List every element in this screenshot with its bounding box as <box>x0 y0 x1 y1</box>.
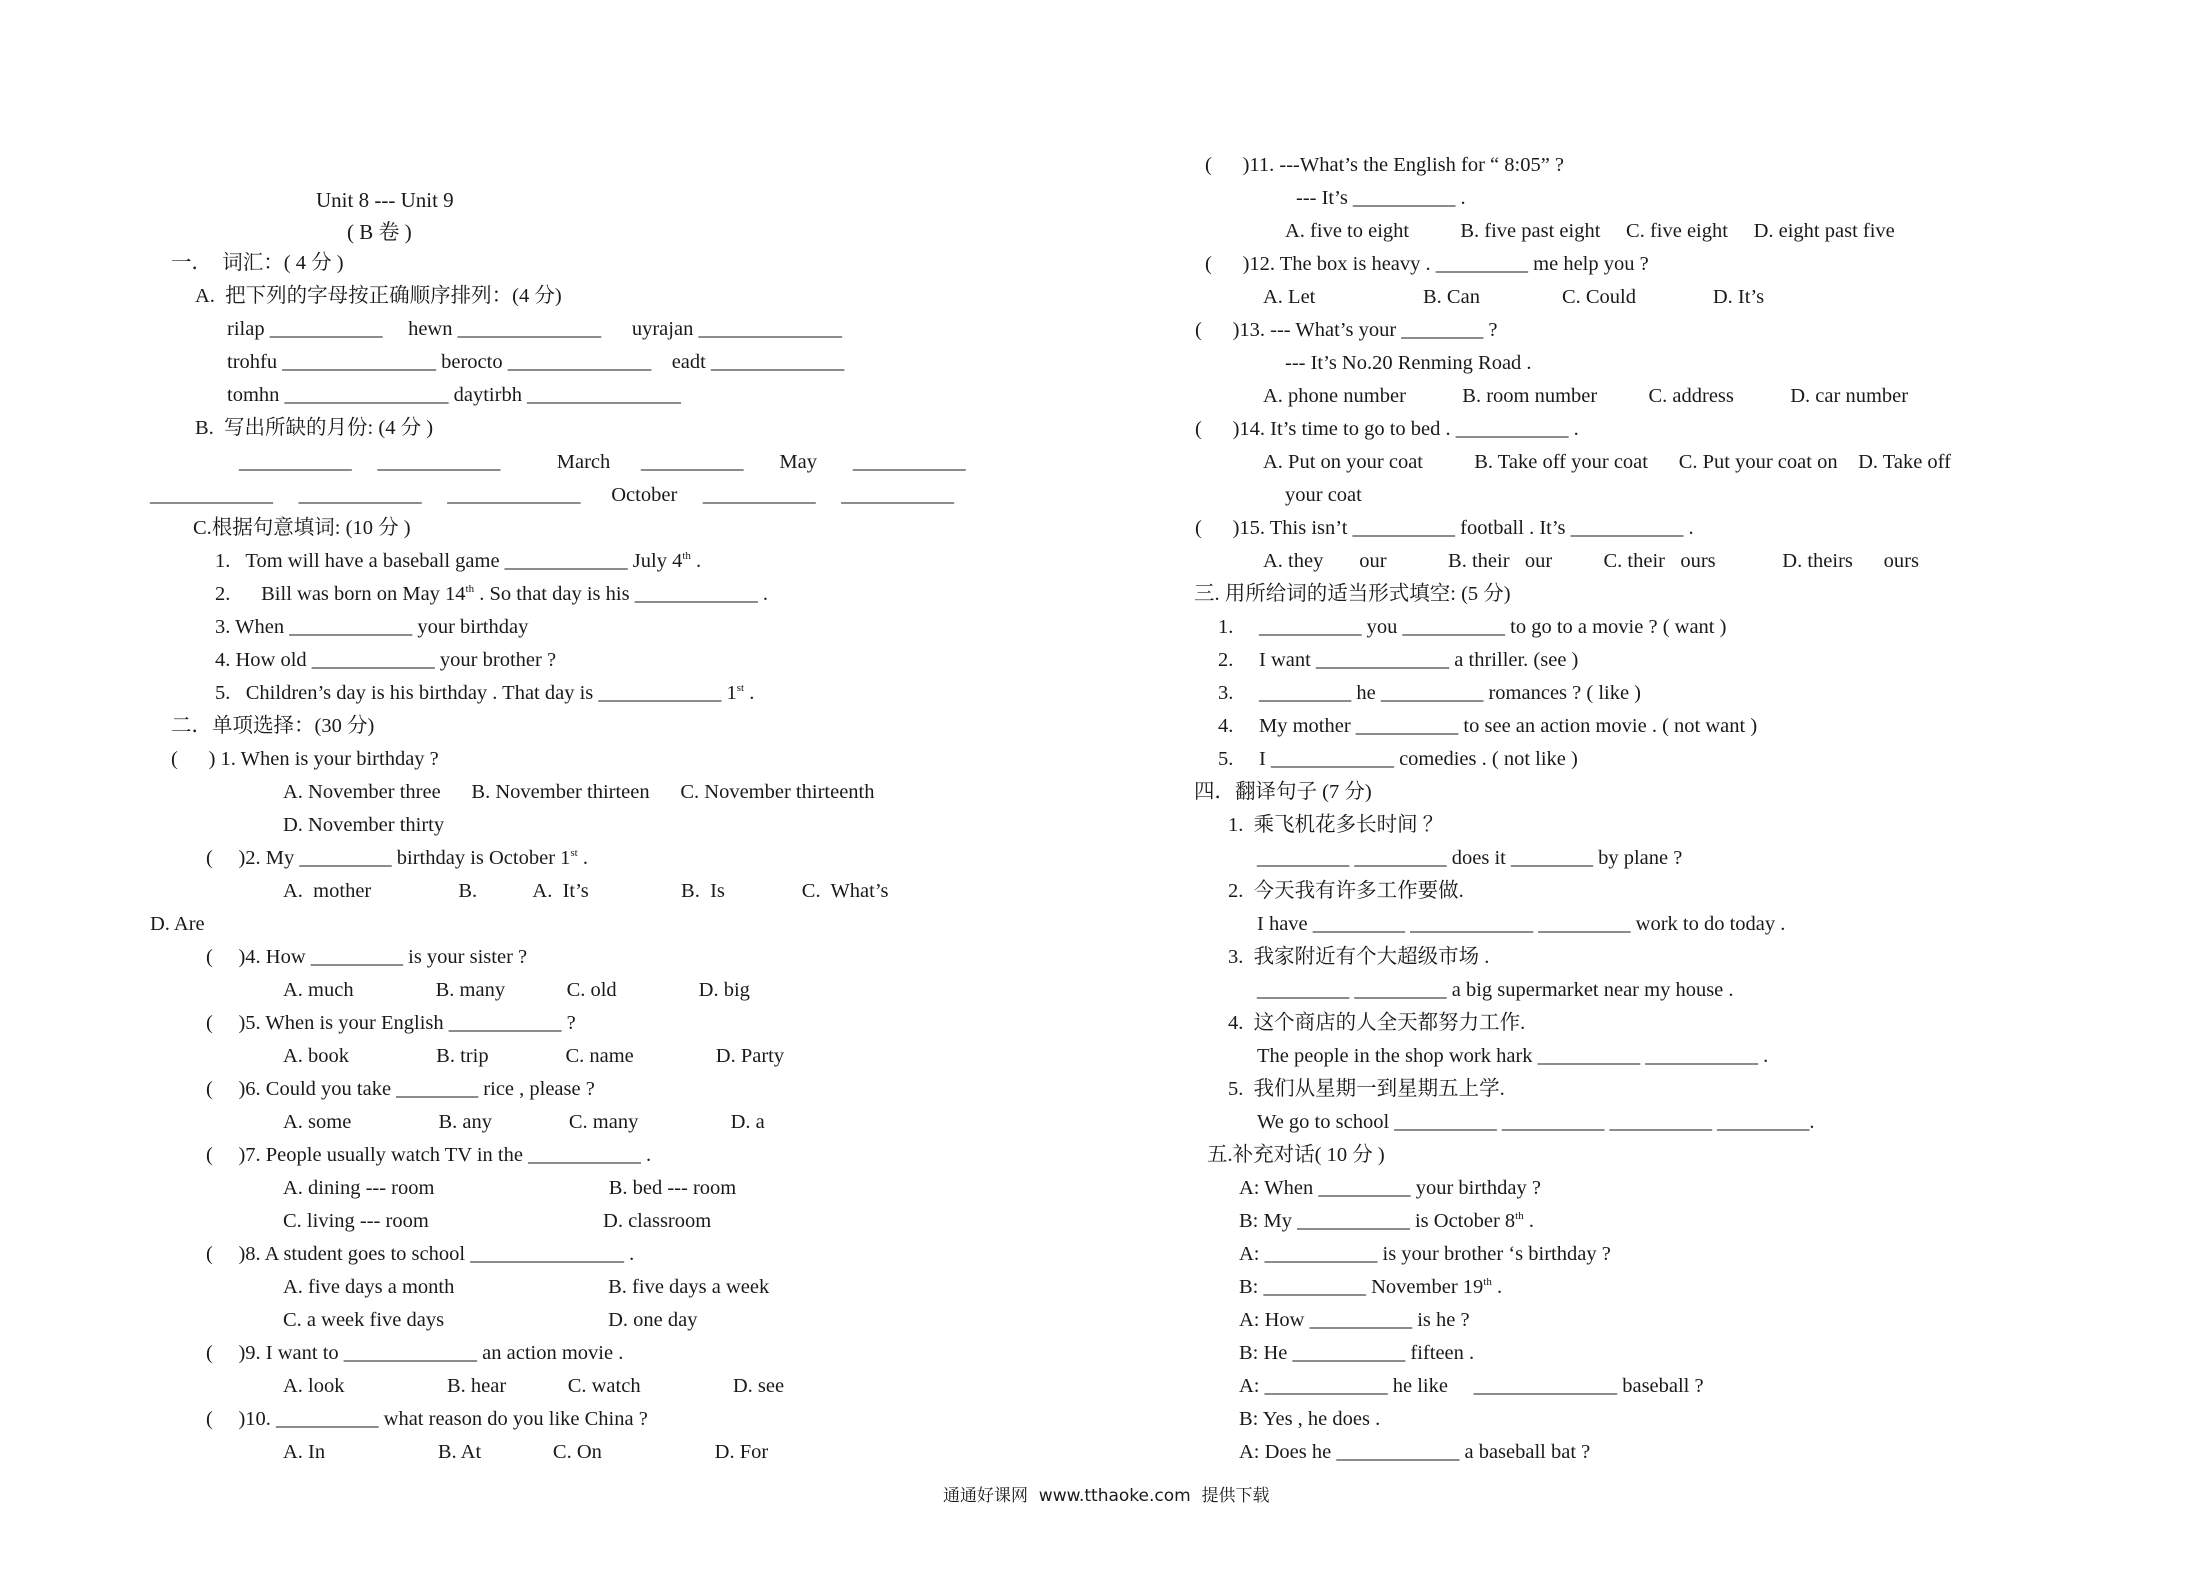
worksheet-title: Unit 8 --- Unit 9 <box>316 188 454 212</box>
worksheet-line: A. five days a month B. five days a week <box>283 1276 770 1298</box>
worksheet-line: 四．翻译句子 (7 分) <box>1194 781 1372 803</box>
worksheet-line: B: __________ November 19th . <box>1239 1276 1503 1298</box>
worksheet-line: ( )9. I want to _____________ an action movie . <box>206 1342 624 1364</box>
worksheet-line: A: When _________ your birthday ? <box>1239 1177 1541 1199</box>
worksheet-line: --- It’s __________ . <box>1296 187 1466 209</box>
worksheet-line: A. phone number B. room number C. address D. car number <box>1263 385 1909 407</box>
worksheet-line: ( )13. --- What’s your ________ ? <box>1195 319 1498 341</box>
worksheet-line: D. Are <box>150 913 205 935</box>
worksheet-line: B. 写出所缺的月份: (4 分 ) <box>195 417 434 439</box>
worksheet-line: A. mother B. A. It’s B. Is C. What’s <box>283 880 889 902</box>
worksheet-line: 3. 我家附近有个大超级市场 . <box>1228 946 1490 968</box>
worksheet-line: A. Let B. Can C. Could D. It’s <box>1263 286 1765 308</box>
worksheet-line: A. they our B. their our C. their ours D. theirs ours <box>1263 550 1919 572</box>
worksheet-line: 3. _________ he __________ romances ? ( like ) <box>1218 682 1642 704</box>
worksheet-line: A. 把下列的字母按正确顺序排列：(4 分) <box>195 285 562 307</box>
worksheet-line: ____________ ____________ _____________ October ___________ ___________ <box>150 484 955 506</box>
worksheet-line: ( )6. Could you take ________ rice , please ? <box>206 1078 595 1100</box>
worksheet-line: 1. __________ you __________ to go to a movie ? ( want ) <box>1218 616 1727 638</box>
worksheet-line: 1. Tom will have a baseball game ____________ July 4th . <box>215 550 702 572</box>
worksheet-line: _________ _________ does it ________ by plane ? <box>1257 847 1683 869</box>
worksheet-line: 二．单项选择：(30 分) <box>171 715 375 737</box>
worksheet-line: 一． 词汇：( 4 分 ) <box>171 252 344 274</box>
worksheet-line: A: How __________ is he ? <box>1239 1309 1470 1331</box>
worksheet-line: 5. Children’s day is his birthday . That day is ____________ 1st . <box>215 682 755 704</box>
worksheet-line: 4. How old ____________ your brother ? <box>215 649 557 671</box>
worksheet-line: ( )10. __________ what reason do you like China ? <box>206 1408 648 1430</box>
worksheet-line: 2. Bill was born on May 14th . So that day is his ____________ . <box>215 583 768 605</box>
worksheet-line: ( ) 1. When is your birthday ? <box>171 748 439 770</box>
worksheet-line: C. a week five days D. one day <box>283 1309 698 1331</box>
worksheet-line: your coat <box>1285 484 1362 506</box>
worksheet-line: ( )15. This isn’t __________ football . It’s ___________ . <box>1195 517 1694 539</box>
footer-download-note: 通通好课网 www.tthaoke.com 提供下载 <box>943 1486 1270 1506</box>
worksheet-line: --- It’s No.20 Renming Road . <box>1285 352 1532 374</box>
worksheet-line: A: Does he ____________ a baseball bat ? <box>1239 1441 1591 1463</box>
worksheet-line: A. much B. many C. old D. big <box>283 979 750 1001</box>
worksheet-line: ( )14. It’s time to go to bed . ___________ . <box>1195 418 1579 440</box>
worksheet-subtitle: ( B 卷 ) <box>347 220 412 244</box>
worksheet-line: ( )8. A student goes to school _______________ . <box>206 1243 635 1265</box>
worksheet-line: I have _________ ____________ _________ work to do today . <box>1257 913 1786 935</box>
worksheet-line: A. November three B. November thirteen C. November thirteenth <box>283 781 875 803</box>
worksheet-line: ( )7. People usually watch TV in the ___________ . <box>206 1144 652 1166</box>
worksheet-line: trohfu _______________ berocto ______________ eadt _____________ <box>227 351 845 373</box>
worksheet-line: 2. I want _____________ a thriller. (see ) <box>1218 649 1579 671</box>
worksheet-line: B: My ___________ is October 8th . <box>1239 1210 1534 1232</box>
worksheet-line: C. living --- room D. classroom <box>283 1210 712 1232</box>
worksheet-line: 5. 我们从星期一到星期五上学. <box>1228 1078 1505 1100</box>
worksheet-line: _________ _________ a big supermarket near my house . <box>1257 979 1734 1001</box>
worksheet-line: B: He ___________ fifteen . <box>1239 1342 1475 1364</box>
worksheet-line: ( )5. When is your English ___________ ? <box>206 1012 576 1034</box>
worksheet-line: 2. 今天我有许多工作要做. <box>1228 880 1464 902</box>
worksheet-line: ( )11. ---What’s the English for “ 8:05” ? <box>1205 154 1565 176</box>
worksheet-line: ( )12. The box is heavy . _________ me help you ? <box>1205 253 1649 275</box>
worksheet-line: 五.补充对话( 10 分 ) <box>1207 1144 1385 1166</box>
worksheet-line: A. dining --- room B. bed --- room <box>283 1177 737 1199</box>
worksheet-line: A: ____________ he like ______________ baseball ? <box>1239 1375 1704 1397</box>
worksheet-line: 5. I ____________ comedies . ( not like ) <box>1218 748 1578 770</box>
worksheet-line: 3. When ____________ your birthday <box>215 616 529 638</box>
worksheet-line: 1. 乘飞机花多长时间 ？ <box>1228 814 1444 836</box>
worksheet-line: We go to school __________ __________ __________ _________. <box>1257 1111 1815 1133</box>
worksheet-line: A. look B. hear C. watch D. see <box>283 1375 785 1397</box>
worksheet-line: ( )4. How _________ is your sister ? <box>206 946 528 968</box>
worksheet-line: ___________ ____________ March __________ May ___________ <box>239 451 966 473</box>
worksheet-line: rilap ___________ hewn ______________ uyrajan ______________ <box>227 318 842 340</box>
worksheet-line: C.根据句意填词: (10 分 ) <box>193 517 411 539</box>
worksheet-line: D. November thirty <box>283 814 445 836</box>
worksheet-line: A. book B. trip C. name D. Party <box>283 1045 785 1067</box>
worksheet-line: 4. My mother __________ to see an action movie . ( not want ) <box>1218 715 1758 737</box>
worksheet-line: A. Put on your coat B. Take off your coat C. Put your coat on D. Take off <box>1263 451 1951 473</box>
worksheet-line: A. five to eight B. five past eight C. five eight D. eight past five <box>1285 220 1895 242</box>
worksheet-line: tomhn ________________ daytirbh _______________ <box>227 384 681 406</box>
worksheet-line: The people in the shop work hark __________ ___________ . <box>1257 1045 1769 1067</box>
worksheet-line: 4. 这个商店的人全天都努力工作. <box>1228 1012 1526 1034</box>
worksheet-line: A: ___________ is your brother ‘s birthday ? <box>1239 1243 1611 1265</box>
worksheet-line: B: Yes , he does . <box>1239 1408 1381 1430</box>
worksheet-line: A. In B. At C. On D. For <box>283 1441 769 1463</box>
worksheet-line: 三. 用所给词的适当形式填空: (5 分) <box>1194 583 1511 605</box>
worksheet-line: ( )2. My _________ birthday is October 1st . <box>206 847 588 869</box>
worksheet-line: A. some B. any C. many D. a <box>283 1111 765 1133</box>
